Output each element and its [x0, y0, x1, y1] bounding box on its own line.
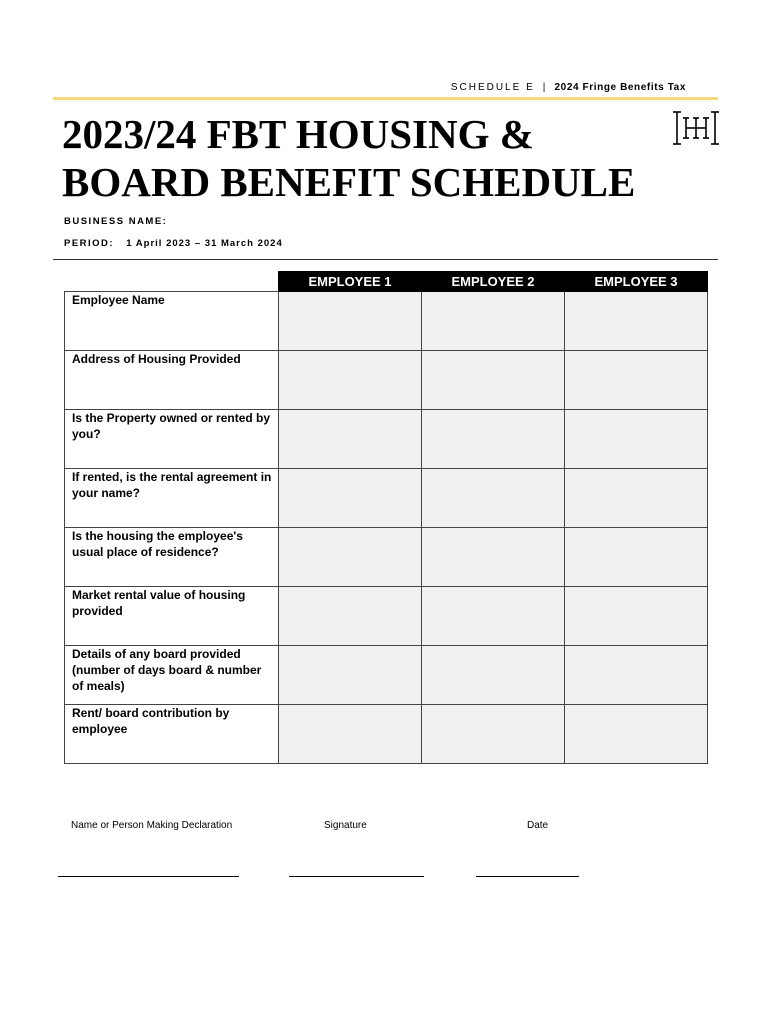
signature-label: Signature — [324, 820, 367, 831]
input-cell-employee-2[interactable] — [422, 469, 565, 528]
benefit-schedule-table — [64, 271, 708, 764]
table-row — [65, 292, 708, 351]
input-cell-employee-3[interactable] — [565, 410, 708, 469]
header-blank-cell — [65, 272, 279, 292]
input-cell-employee-3[interactable] — [565, 587, 708, 646]
input-cell-employee-3[interactable] — [565, 469, 708, 528]
row-label-text: Market rental value of housing provided — [72, 588, 246, 618]
title-line-2: BOARD BENEFIT SCHEDULE — [62, 159, 636, 205]
period-line — [64, 238, 283, 249]
row-label-text: Rent/ board contribution by employee — [72, 706, 230, 736]
hh-monogram-logo-icon — [672, 109, 720, 147]
input-cell-employee-1[interactable] — [279, 292, 422, 351]
input-cell-employee-2[interactable] — [422, 587, 565, 646]
row-label — [65, 705, 279, 764]
input-cell-employee-3[interactable] — [565, 351, 708, 410]
row-label-text: If rented, is the rental agreement in your name? — [72, 470, 272, 500]
input-cell-employee-2[interactable] — [422, 646, 565, 705]
input-cell-employee-3[interactable] — [565, 646, 708, 705]
row-label-text: Is the housing the employee's usual place of residence? — [72, 529, 243, 559]
input-cell-employee-1[interactable] — [279, 705, 422, 764]
row-label — [65, 469, 279, 528]
row-label — [65, 528, 279, 587]
divider — [53, 259, 718, 260]
row-label-text: Address of Housing Provided — [72, 352, 241, 366]
input-cell-employee-1[interactable] — [279, 351, 422, 410]
input-cell-employee-3[interactable] — [565, 528, 708, 587]
row-label-text: Employee Name — [72, 293, 165, 307]
row-label — [65, 646, 279, 705]
row-label — [65, 292, 279, 351]
table-row — [65, 705, 708, 764]
declarant-name-label: Name or Person Making Declaration — [71, 820, 233, 831]
table-row — [65, 646, 708, 705]
table-row — [65, 351, 708, 410]
business-name-label: BUSINESS NAME: — [64, 216, 168, 227]
row-label — [65, 351, 279, 410]
input-cell-employee-1[interactable] — [279, 410, 422, 469]
input-cell-employee-2[interactable] — [422, 292, 565, 351]
row-label — [65, 587, 279, 646]
column-header-employee-3: EMPLOYEE 3 — [565, 272, 708, 292]
date-line[interactable] — [476, 876, 579, 877]
input-cell-employee-2[interactable] — [422, 528, 565, 587]
title-line-1: 2023/24 FBT HOUSING & — [62, 111, 534, 157]
business-name-line — [64, 216, 167, 227]
signature-line[interactable] — [289, 876, 424, 877]
table-row — [65, 410, 708, 469]
table-header-row — [65, 272, 708, 292]
input-cell-employee-1[interactable] — [279, 469, 422, 528]
table-row — [65, 528, 708, 587]
input-cell-employee-3[interactable] — [565, 292, 708, 351]
period-label: PERIOD: — [64, 238, 115, 249]
row-label-text: Is the Property owned or rented by you? — [72, 411, 271, 441]
input-cell-employee-3[interactable] — [565, 705, 708, 764]
header-separator: | — [542, 82, 547, 93]
accent-rule — [53, 97, 718, 100]
schedule-label: SCHEDULE E — [450, 82, 535, 93]
row-label-text: Details of any board provided (number of days board & number of meals) — [72, 647, 262, 693]
row-label — [65, 410, 279, 469]
tax-label: 2024 Fringe Benefits Tax — [554, 82, 686, 93]
table-row — [65, 469, 708, 528]
date-label: Date — [527, 820, 549, 831]
column-header-employee-1: EMPLOYEE 1 — [279, 272, 422, 292]
input-cell-employee-1[interactable] — [279, 646, 422, 705]
schedule-header — [451, 82, 686, 93]
page-title — [62, 110, 702, 206]
period-value: 1 April 2023 – 31 March 2024 — [126, 238, 283, 249]
input-cell-employee-2[interactable] — [422, 705, 565, 764]
input-cell-employee-2[interactable] — [422, 410, 565, 469]
input-cell-employee-2[interactable] — [422, 351, 565, 410]
declarant-name-line[interactable] — [58, 876, 239, 877]
input-cell-employee-1[interactable] — [279, 528, 422, 587]
column-header-employee-2: EMPLOYEE 2 — [422, 272, 565, 292]
table-row — [65, 587, 708, 646]
input-cell-employee-1[interactable] — [279, 587, 422, 646]
